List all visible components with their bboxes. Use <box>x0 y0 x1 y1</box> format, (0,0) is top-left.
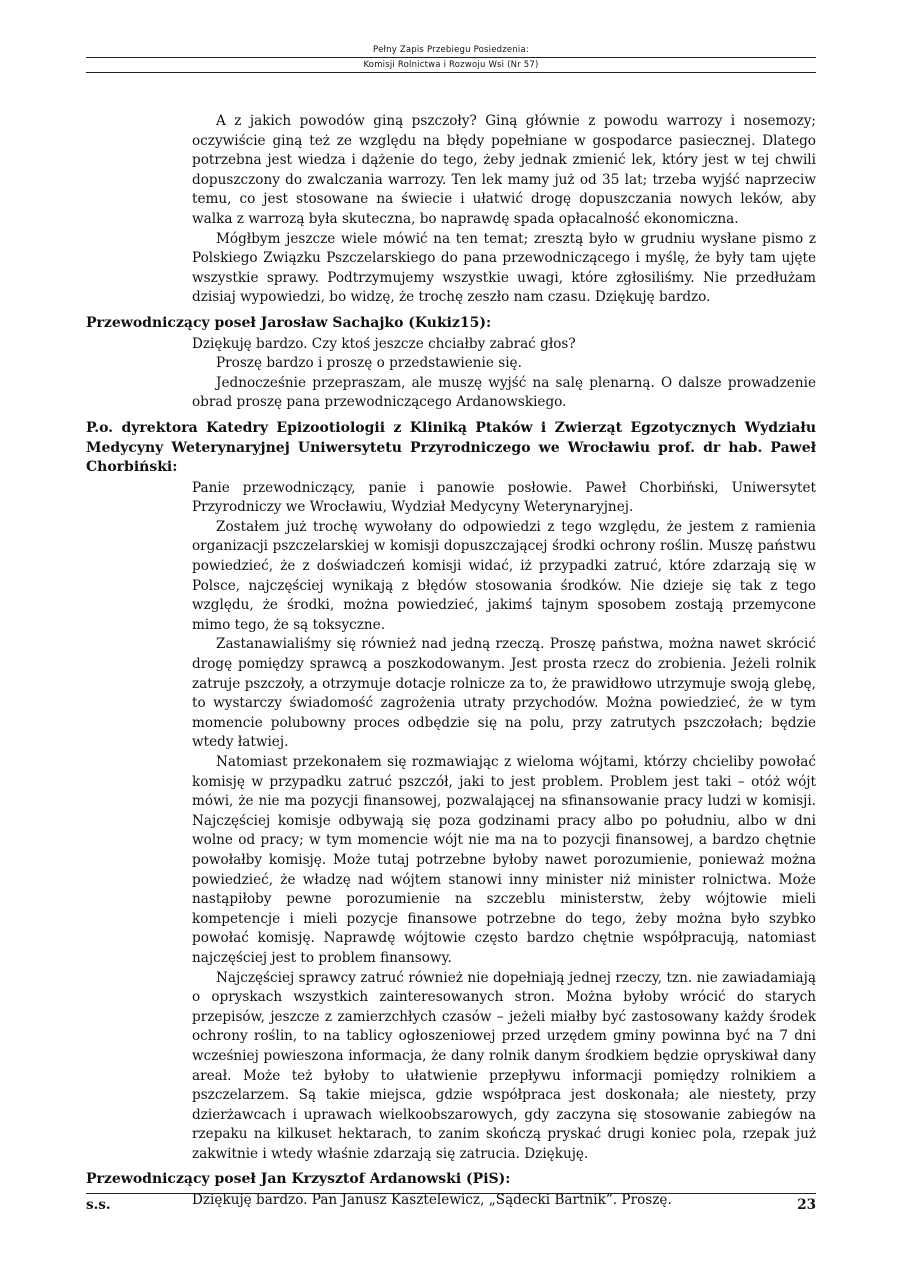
page-number: 23 <box>797 1197 816 1213</box>
document-body <box>86 112 816 1211</box>
statement-text <box>192 479 816 1165</box>
speaker-heading: P.o. dyrektora Katedry Epizootiologii z Kliniką Ptaków i Zwierząt Egzotycznych Wydziału Medycyny Weterynaryjnej Uniwersytetu Przyrodniczego we Wrocławiu prof. dr hab. Paweł Chorbiński: <box>86 419 816 476</box>
paragraph: Najczęściej sprawcy zatruć również nie dopełniają jednej rzeczy, tzn. nie zawiadamiają o opryskach wszystkich zainteresowanych stron. Można byłoby wrócić do starych przepisów, jeszcze z zamierzchłych czasów – jeżeli miałby być zastosowany każdy środek ochrony roślin, to na tablicy ogłoszeniowej przed urzędem gminy powinna być na 7 dni wcześniej powieszona informacja, że dany rolnik danym środkiem będzie opryskiwał dany areał. Może też byłoby to ułatwienie przepływu informacji pomiędzy rolnikiem a pszczelarzem. Są takie miejsca, gdzie współpraca jest doskonała; ale niestety, przy dzierżawcach i uprawach wielkoobszarowych, gdy zaczyna się stosowanie zabiegów na rzepaku na kilkuset hektarach, to zanim skończą pryskać drugi koniec pola, rzepak już zakwitnie i wtedy właśnie zdarzają się zatrucia. Dziękuję. <box>192 969 816 1162</box>
statement-text <box>192 112 816 308</box>
paragraph: Natomiast przekonałem się rozmawiając z wieloma wójtami, którzy chcieliby powołać komisję w przypadku zatruć pszczół, jaki to jest problem. Problem jest taki – otóż wójt mówi, że nie ma pozycji finansowej, pozwalającej na sfinansowanie pracy ludzi w komisji. Najczęściej komisje odbywają się poza godzinami pracy albo po południu, albo w dni wolne od pracy; w tym momencie wójt nie ma na to pozycji finansowej, a bardzo chętnie powołałby komisję. Może tutaj potrzebne byłoby nawet porozumienie, ponieważ można powiedzieć, że władzę nad wójtem stanowi inny minister niż minister rolnictwa. Może nastąpiłoby pewne porozumienie na szczeblu ministerstw, żeby wójtowie mieli kompetencje i mieli pozycje finansowe potrzebne do tego, żeby można było szybko powołać komisję. Naprawdę wójtowie często bardzo chętnie współpracują, natomiast najczęściej jest to problem finansowy. <box>192 754 816 966</box>
running-header <box>86 44 816 74</box>
header-rule-bottom <box>86 72 816 73</box>
header-rule <box>86 57 816 58</box>
paragraph: A z jakich powodów giną pszczoły? Giną głównie z powodu warrozy i nosemozy; oczywiście giną też ze względu na błędy popełniane w gospodarce pasiecznej. Dlatego potrzebna jest wiedza i dążenie do tego, żeby jednak zmienić lek, który jest w tej chwili dopuszczony do zwalczania warrozy. Ten lek mamy już od 35 lat; trzeba wyjść naprzeciw temu, co jest stosowane na świecie i ułatwić drogę dopuszczania nowych leków, aby walka z warrozą była skuteczna, bo naprawdę spada opłacalność ekonomiczna. <box>192 113 816 227</box>
statement-text <box>192 335 816 413</box>
header-line-1: Pełny Zapis Przebiegu Posiedzenia: <box>373 45 529 55</box>
header-line-2: Komisji Rolnictwa i Rozwoju Wsi (Nr 57) <box>363 60 539 70</box>
paragraph: Mógłbym jeszcze wiele mówić na ten temat; zresztą było w grudniu wysłane pismo z Polskiego Związku Pszczelarskiego do pana przewodniczącego i myślę, że były tam ujęte wszystkie sprawy. Podtrzymujemy wszystkie uwagi, które zgłosiliśmy. Nie przedłużam dzisiaj wypowiedzi, bo widzę, że trochę zeszło nam czasu. Dziękuję bardzo. <box>192 230 816 306</box>
paragraph: Panie przewodniczący, panie i panowie posłowie. Paweł Chorbiński, Uniwersytet Przyrodniczy we Wrocławiu, Wydział Medycyny Weterynaryjnej. <box>192 479 816 516</box>
paragraph: Dziękuję bardzo. Czy ktoś jeszcze chciałby zabrać głos? <box>192 335 576 352</box>
page-footer <box>86 1193 816 1213</box>
paragraph: Jednocześnie przepraszam, ale muszę wyjść na salę plenarną. O dalsze prowadzenie obrad proszę pana przewodniczącego Ardanowskiego. <box>192 374 816 411</box>
paragraph: Dziękuję bardzo. Pan Janusz Kasztelewicz, „Sądecki Bartnik”. Proszę. <box>192 1192 672 1209</box>
speaker-heading: Przewodniczący poseł Jarosław Sachajko (Kukiz15): <box>86 314 492 331</box>
footer-initials: s.s. <box>86 1197 111 1213</box>
paragraph: Zostałem już trochę wywołany do odpowiedzi z tego względu, że jestem z ramienia organizacji pszczelarskiej w komisji dopuszczającej środki ochrony roślin. Muszę państwu powiedzieć, że z doświadczeń komisji widać, iż przypadki zatruć, które zdarzają się w Polsce, najczęściej wynikają z błędów stosowania środków. Nie dzieje się tak z tego względu, że środki, można powiedzieć, jakimś tajnym sposobem zostają przemycone mimo tego, że są toksyczne. <box>192 518 816 633</box>
paragraph: Proszę bardzo i proszę o przedstawienie się. <box>216 355 522 372</box>
paragraph: Zastanawialiśmy się również nad jedną rzeczą. Proszę państwa, można nawet skrócić drogę pomiędzy sprawcą a poszkodowanym. Jest prosta rzecz do zrobienia. Jeżeli rolnik zatruje pszczoły, a otrzymuje dotacje rolnicze za to, że prawidłowo utrzymuje swoją glebę, to wystarczy świadomość zagrożenia utraty przychodów. Można powiedzieć, że w tym momencie polubowny proces odbędzie się na polu, przy zatrutych pszczołach; będzie wtedy łatwiej. <box>192 636 816 751</box>
footer-rule <box>86 1193 816 1194</box>
speaker-heading: Przewodniczący poseł Jan Krzysztof Ardanowski (PiS): <box>86 1171 511 1188</box>
